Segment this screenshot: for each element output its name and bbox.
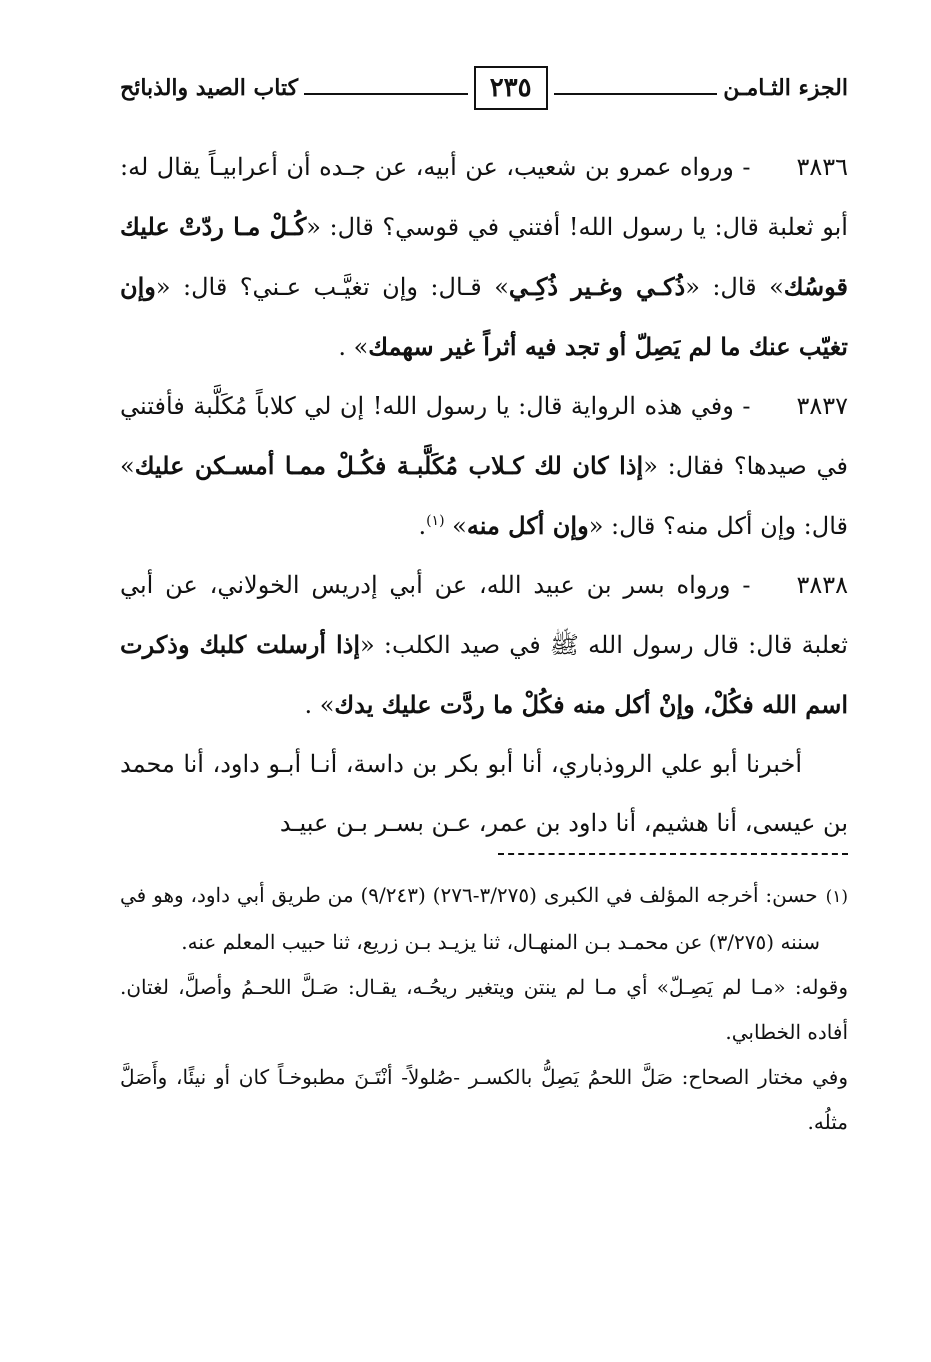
text-segment: . <box>418 512 427 540</box>
footnotes <box>120 873 848 1145</box>
footnote-note: وفي مختار الصحاح: صَلَّ اللحمُ يَصِلُّ بالكسـر -صُلولاً- أنْتَـنَ مطبوخـاً كان أو نيئًا، وأَصَلَّ مثلُه. <box>120 1065 848 1134</box>
text-segment: وفي هذه الرواية قال: يا رسول الله! إن لي كلاباً مُكَلَّبة فأفتني في صيدها؟ فقال: « <box>120 392 848 480</box>
text-segment: ورواه بسر بن عبيد الله، عن أبي إدريس الخولاني، عن أبي ثعلبة قال: قال رسول الله ﷺ في صيد الكلب: « <box>120 571 848 659</box>
footnote-1 <box>120 873 848 965</box>
text-segment: أخبرنا أبو علي الروذباري، أنا أبو بكر بن داسة، أنـا أبـو داود، أنا محمد بن عيسى، أنا هشيم، أنا داود بن عمر، عـن بسـر بـن عبيـد <box>120 750 848 837</box>
isnad-paragraph <box>120 735 848 853</box>
bold-quote: إذا أرسلت كلبك وذكرت اسم الله فكُلْ، وإنْ أكل منه فكُلْ ما ردَّت عليك يدك <box>120 630 848 719</box>
text-segment: » <box>444 512 467 540</box>
footnote-mark: (١) <box>825 887 848 907</box>
text-segment: » قال: وإن أكل منه؟ قال: « <box>120 452 848 540</box>
page-number: ٢٣٥ <box>474 66 548 110</box>
running-header <box>120 58 848 118</box>
hadith-3837 <box>120 377 848 556</box>
hadith-3836 <box>120 138 848 377</box>
footnote-separator <box>498 853 848 855</box>
hadith-number: ٣٨٣٨- <box>742 571 848 599</box>
page <box>120 58 848 1145</box>
header-rule-right <box>554 93 718 95</box>
hadith-3838 <box>120 556 848 735</box>
hadith-number: ٣٨٣٦- <box>742 153 848 181</box>
footnote-note: وقوله: «مـا لم يَصِـلّ» أي مـا لم ينتن ويتغير ريحُـه، يقـال: صَـلَّ اللحـمُ وأصلَّ، لغتان. أفاده الخطابي. <box>120 975 848 1044</box>
bold-quote: ذُكـي وغـير ذُكِـي <box>508 272 686 301</box>
main-text <box>120 138 848 853</box>
header-part-title: الجزء الثـامـن <box>723 75 848 101</box>
hadith-number: ٣٨٣٧- <box>742 392 848 420</box>
text-segment: » . <box>338 333 369 361</box>
footnote-reference[interactable]: (١) <box>426 513 445 529</box>
bold-quote: إذا كان لك كـلاب مُكَلَّبـة فكُـلْ ممـا أمسـكن عليك <box>134 451 644 480</box>
text-segment: » قـال: وإن تغيَّـب عـني؟ قال: « <box>155 273 509 301</box>
bold-quote: كُـلْ مـا ردّتْ عليك قوسُك <box>120 212 849 301</box>
bold-quote: وإن تغيّب عنك ما لم يَصِلّ أو تجد فيه أثراً غير سهمك <box>120 272 848 361</box>
header-rule-left <box>304 93 468 95</box>
header-book-title: كتاب الصيد والذبائح <box>120 75 299 101</box>
bold-quote: وإن أكل منه <box>466 511 589 540</box>
text-segment: » قال: « <box>685 273 784 301</box>
text-segment: ورواه عمرو بن شعيب، عن أبيه، عن جـده أن أعرابيـاً يقال له: أبو ثعلبة قال: يا رسول الله! أفتني في قوسي؟ قال: « <box>120 153 848 241</box>
text-segment: » . <box>304 691 335 719</box>
footnote-text: حسن: أخرجه المؤلف في الكبرى (٣/٢٧٥-٢٧٦) (٩/٢٤٣) من طريق أبي داود، وهو في سننه (٣/٢٧٥) عن محمـد بـن المنهـال، ثنا يزيـد بـن زريع، ثنا حبيب المعلم عنه. <box>120 883 820 954</box>
